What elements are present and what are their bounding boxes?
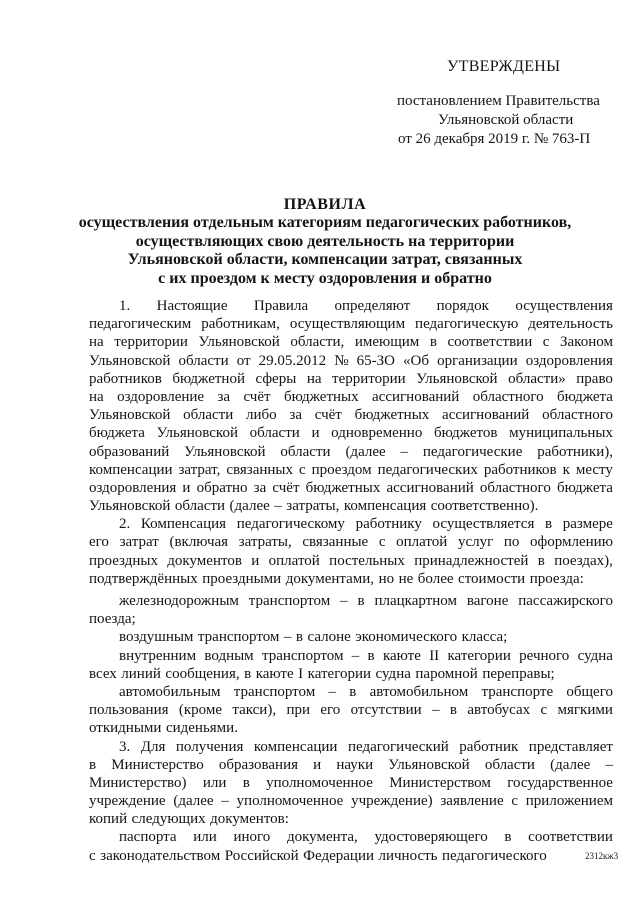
approval-line: постановлением Правительства: [397, 93, 600, 109]
word: 65-ЗО: [356, 352, 395, 369]
word: 3.: [119, 738, 131, 755]
word: Министерство: [111, 756, 204, 773]
word: области: [174, 498, 226, 515]
text-line: [89, 424, 613, 442]
paragraph: [89, 297, 613, 515]
word: Ульяновской: [89, 498, 171, 515]
text-line: [89, 443, 613, 461]
word: пользования: [89, 702, 169, 719]
word: в: [89, 756, 97, 773]
word: судна: [375, 665, 411, 682]
word: бюджетных: [354, 407, 430, 424]
word: компенсация: [343, 498, 427, 515]
word: на: [89, 334, 104, 351]
word: 2.: [119, 516, 131, 533]
word: области: [183, 407, 234, 424]
approval-heading: УТВЕРЖДЕНЫ: [447, 58, 561, 75]
word: –: [400, 443, 409, 460]
word: II: [429, 647, 440, 664]
word: по: [503, 534, 520, 551]
word: транспортом: [248, 593, 331, 609]
approval-stamp: [0, 0, 640, 160]
word: –: [351, 647, 360, 664]
word: следующих: [131, 811, 206, 828]
word: оздоровления: [525, 352, 613, 369]
word: Ульяновской: [156, 425, 238, 442]
word: транспортом: [261, 647, 344, 664]
word: компенсации: [253, 738, 338, 755]
text-line: [89, 647, 613, 665]
word: счёт: [314, 407, 342, 424]
word: педагогического: [442, 847, 547, 864]
word: Федерации: [303, 847, 374, 864]
word: педагогическую: [415, 316, 519, 333]
word: Ульяновской: [89, 352, 171, 369]
word: осуществления: [515, 298, 613, 314]
word: образования: [218, 756, 299, 773]
word: подтверждённых: [89, 570, 198, 587]
word: автобусах: [467, 702, 531, 719]
word: или: [193, 829, 217, 846]
word: порядок: [436, 298, 489, 314]
word: –: [274, 498, 282, 515]
text-line: [89, 665, 613, 683]
word: категории: [307, 665, 372, 682]
word: мягкими: [557, 702, 613, 719]
word: уполномоченное: [266, 774, 373, 791]
word: на: [306, 370, 322, 387]
word: связанных: [226, 461, 293, 478]
word: бюджетной: [172, 370, 245, 387]
word: к: [562, 461, 570, 478]
word: поезда;: [89, 611, 136, 628]
word: размере: [562, 516, 613, 533]
word: на: [89, 388, 104, 405]
word: документов: [167, 552, 242, 569]
text-line: [89, 810, 613, 828]
word: Ульяновской: [198, 334, 280, 351]
word: с: [542, 334, 550, 351]
word: затраты,: [238, 534, 292, 551]
word: науки: [336, 756, 374, 773]
word: экономического: [355, 629, 458, 646]
word: переправы;: [482, 665, 555, 682]
word: документами,: [285, 570, 375, 587]
word: одновременно: [331, 425, 423, 442]
title-line: осуществления отдельным категориям педагогических работников,: [78, 214, 572, 232]
word: оплатой: [268, 552, 320, 569]
word: областного: [542, 407, 613, 424]
word: плацкартном: [374, 593, 457, 609]
word: удостоверяющего: [374, 829, 488, 846]
word: работники),: [537, 443, 613, 460]
word: территории: [114, 334, 188, 351]
word: оздоровление: [117, 388, 205, 405]
word: судна: [577, 647, 613, 664]
paragraph: [89, 683, 613, 738]
word: педагогическому: [236, 516, 345, 533]
word: каюте: [255, 665, 294, 682]
word: либо: [246, 407, 277, 424]
text-line: [89, 352, 613, 370]
word: работник: [459, 738, 519, 755]
word: муниципальных: [509, 425, 613, 442]
text-line: [89, 370, 613, 388]
text-line: [89, 315, 613, 333]
word: с: [540, 702, 548, 719]
word: затраты,: [286, 498, 340, 515]
word: образований: [89, 443, 170, 460]
word: общего: [566, 683, 613, 700]
word: и: [311, 425, 320, 442]
word: осуществляющим: [289, 316, 406, 333]
word: уполномоченное: [236, 793, 344, 810]
word: за: [253, 479, 267, 496]
word: бюджетных: [283, 388, 359, 405]
text-line: [89, 570, 613, 588]
word: организации: [437, 352, 518, 369]
word: с: [89, 847, 96, 864]
word: оплатой: [396, 534, 448, 551]
text-line: [89, 847, 613, 865]
word: линий: [121, 665, 161, 682]
text-line: [89, 683, 613, 701]
text-line: [89, 592, 613, 610]
paragraph: [89, 738, 613, 829]
word: учреждение: [89, 793, 166, 810]
word: всех: [89, 665, 117, 682]
word: и: [313, 756, 322, 773]
word: документа,: [286, 829, 358, 846]
word: работнику: [355, 516, 422, 533]
word: педагогическим: [89, 316, 192, 333]
word: Законом: [560, 334, 613, 351]
word: ассигнований: [386, 479, 474, 496]
word: области,: [290, 334, 345, 351]
word: в: [295, 629, 303, 646]
text-line: [89, 792, 613, 810]
word: области: [280, 443, 331, 460]
word: Компенсация: [140, 516, 227, 533]
word: вагоне: [466, 593, 509, 609]
word: соответствии: [528, 829, 613, 846]
word: Министерство): [89, 774, 187, 791]
word: проездных: [89, 552, 158, 569]
word: сообщения,: [165, 665, 240, 682]
word: областного: [472, 388, 544, 405]
word: Ульяновской: [184, 443, 266, 460]
word: области: [249, 425, 300, 442]
word: и: [251, 552, 260, 569]
word: области: [484, 756, 535, 773]
word: речного: [519, 647, 570, 664]
word: учреждение): [351, 793, 433, 810]
word: обратно: [196, 479, 248, 496]
word: государственное: [507, 774, 613, 791]
word: железнодорожным: [119, 593, 239, 609]
word: (далее: [345, 443, 386, 460]
word: не: [398, 570, 414, 587]
paragraph: [89, 828, 613, 864]
word: его: [320, 702, 341, 719]
word: бюджетных: [305, 479, 381, 496]
word: имеющим: [354, 334, 420, 351]
title-line: с их проездом к месту оздоровления и обратно: [158, 269, 492, 287]
approval-line: Ульяновской области: [438, 112, 574, 128]
approval-date: от 26 декабря 2019 г. № 763-П: [398, 131, 591, 147]
title-line: Ульяновской области, компенсации затрат, связанных: [127, 251, 523, 269]
word: в: [449, 702, 457, 719]
word: Министерством: [389, 774, 491, 791]
word: в: [429, 334, 437, 351]
word: области»: [508, 370, 566, 387]
word: Правила: [253, 298, 309, 314]
word: в: [545, 516, 553, 533]
word: осуществляется: [432, 516, 535, 533]
text-line: [89, 719, 613, 737]
word: –: [221, 793, 229, 810]
word: услуг: [457, 534, 494, 551]
word: №: [334, 352, 349, 369]
word: внутренним: [119, 647, 197, 664]
word: в: [357, 593, 365, 609]
word: от: [236, 352, 251, 369]
word: в: [242, 774, 250, 791]
paragraph: [89, 647, 613, 683]
word: сиденьями.: [165, 720, 238, 737]
word: бюджета: [556, 479, 613, 496]
document-code: 2312кж3: [585, 851, 619, 861]
word: принадлежностей: [414, 552, 529, 569]
word: (кроме: [178, 702, 222, 719]
word: Ульяновской: [388, 756, 470, 773]
document-body: [89, 297, 613, 865]
word: (далее: [173, 793, 214, 810]
word: 1.: [119, 298, 131, 314]
text-line: [89, 628, 613, 646]
word: Ульяновской: [416, 370, 498, 387]
word: определяют: [334, 298, 411, 314]
word: Ульяновской: [89, 407, 171, 424]
word: проездными: [202, 570, 282, 587]
word: транспорте: [481, 683, 554, 700]
word: компенсации: [89, 461, 173, 478]
word: транспортом: [197, 629, 280, 646]
word: бюджета: [557, 388, 613, 405]
paragraph: [89, 628, 613, 646]
word: личность: [378, 847, 438, 864]
word: Для: [140, 738, 166, 755]
word: I: [298, 665, 304, 682]
word: (далее: [229, 498, 270, 515]
word: копий: [89, 811, 128, 828]
text-line: [89, 756, 613, 774]
word: (включая: [169, 534, 229, 551]
word: соответственно).: [430, 498, 539, 515]
word: представляет: [528, 738, 613, 755]
word: в: [504, 829, 512, 846]
word: с: [378, 534, 386, 551]
word: с: [298, 461, 306, 478]
word: месту: [575, 461, 613, 478]
word: в: [367, 647, 375, 664]
text-line: [89, 479, 613, 497]
word: пассажирского: [518, 593, 613, 609]
word: –: [340, 593, 348, 609]
word: педагогический: [347, 738, 449, 755]
word: заявление: [440, 793, 504, 810]
word: водным: [204, 647, 254, 664]
word: документов:: [210, 811, 289, 828]
word: 29.05.2012: [258, 352, 327, 369]
word: право: [576, 370, 613, 387]
word: работникам,: [201, 316, 280, 333]
document-title: [60, 196, 590, 288]
word: каюте: [382, 647, 421, 664]
word: –: [328, 683, 336, 700]
text-line: [89, 406, 613, 424]
word: за: [289, 407, 302, 424]
text-line: [89, 738, 613, 756]
word: оформлению: [530, 534, 613, 551]
word: (далее: [550, 756, 591, 773]
text-line: [89, 701, 613, 719]
text-line: [89, 533, 613, 551]
word: области: [178, 352, 229, 369]
word: стоимости: [458, 570, 526, 587]
title-main: ПРАВИЛА: [283, 196, 367, 213]
word: связанные: [302, 534, 369, 551]
word: бюджета: [89, 425, 145, 442]
word: оздоровления: [89, 479, 177, 496]
word: педагогические: [422, 443, 523, 460]
word: класса;: [461, 629, 508, 646]
word: автомобильным: [119, 683, 221, 700]
word: проезда:: [529, 570, 584, 587]
word: его: [89, 534, 109, 551]
word: или: [202, 774, 227, 791]
word: затрат,: [178, 461, 221, 478]
word: салоне: [307, 629, 351, 646]
word: в: [349, 683, 357, 700]
text-line: [89, 461, 613, 479]
word: счёт: [243, 388, 271, 405]
word: иного: [233, 829, 271, 846]
word: поездах),: [554, 552, 613, 569]
word: паспорта: [119, 829, 177, 846]
word: –: [432, 702, 440, 719]
word: бюджетов: [433, 425, 498, 442]
word: –: [605, 756, 613, 773]
word: отсутствии: [350, 702, 422, 719]
word: счёт: [272, 479, 300, 496]
text-line: [89, 774, 613, 792]
word: постельных: [329, 552, 405, 569]
word: автомобильном: [369, 683, 469, 700]
word: паромной: [415, 665, 478, 682]
word: работников: [483, 461, 557, 478]
word: затрат: [119, 534, 159, 551]
word: –: [283, 629, 292, 646]
word: транспортом: [233, 683, 316, 700]
word: в: [537, 552, 545, 569]
text-line: [89, 333, 613, 351]
word: категории: [447, 647, 511, 664]
paragraph: [89, 515, 613, 588]
word: и: [182, 479, 191, 496]
word: «Об: [403, 352, 429, 369]
text-line: [89, 297, 613, 315]
word: проездом: [311, 461, 372, 478]
text-line: [89, 497, 613, 515]
word: областного: [479, 479, 551, 496]
paragraph: [89, 592, 613, 628]
word: Настоящие: [156, 298, 228, 314]
word: получения: [175, 738, 244, 755]
text-line: [89, 515, 613, 533]
word: Российской: [224, 847, 299, 864]
word: за: [217, 388, 231, 405]
word: в: [244, 665, 252, 682]
word: соответствии: [447, 334, 533, 351]
text-line: [89, 828, 613, 846]
word: сферы: [255, 370, 297, 387]
word: воздушным: [119, 629, 194, 646]
word: деятельность: [528, 316, 613, 333]
word: работников: [89, 370, 162, 387]
word: ассигнований: [442, 407, 530, 424]
text-line: [89, 388, 613, 406]
word: педагогических: [377, 461, 478, 478]
word: при: [286, 702, 310, 719]
word: с: [511, 793, 519, 810]
text-line: [89, 552, 613, 570]
word: более: [417, 570, 454, 587]
word: законодательством: [100, 847, 221, 864]
word: такси),: [232, 702, 277, 719]
word: ассигнований: [372, 388, 460, 405]
title-line: осуществляющих свою деятельность на территории: [135, 232, 515, 250]
word: приложением: [525, 793, 613, 810]
word: но: [378, 570, 395, 587]
text-line: [89, 610, 613, 628]
word: территории: [332, 370, 406, 387]
word: откидными: [89, 720, 162, 737]
